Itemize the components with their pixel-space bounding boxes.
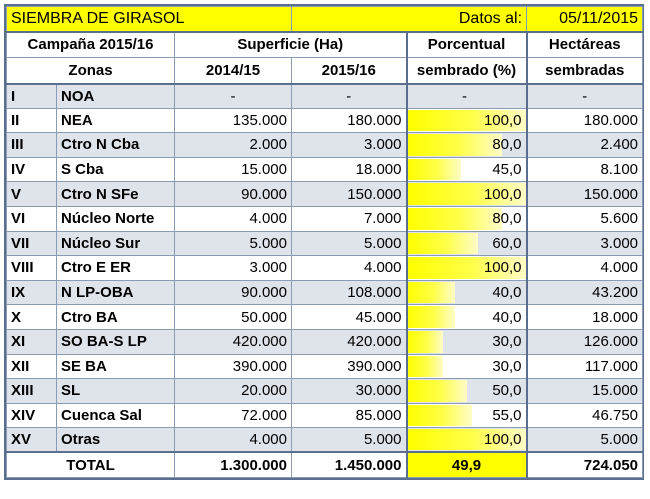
table-row — [7, 280, 643, 305]
surface-2015: 85.000 — [292, 403, 407, 428]
zones-header: Zonas — [7, 58, 175, 84]
surface-2015: 390.000 — [292, 354, 407, 379]
pct-value: 100,0 — [483, 185, 522, 203]
surface-2015: 5.000 — [292, 231, 407, 256]
pct-sown — [407, 428, 527, 453]
pct-sown — [407, 157, 527, 182]
table-row — [7, 157, 643, 182]
table-row — [7, 206, 643, 231]
pct-value: 40,0 — [492, 308, 522, 326]
zone-number: XIII — [7, 379, 57, 404]
date-label: Datos al: — [292, 7, 527, 32]
zone-number: IV — [7, 157, 57, 182]
pct-bar — [408, 356, 443, 378]
pct-bar — [408, 306, 455, 328]
ha-header-line2: sembradas — [527, 58, 643, 84]
table-row — [7, 305, 643, 330]
zone-name: Otras — [57, 428, 175, 453]
table-row — [7, 231, 643, 256]
pct-value: 30,0 — [492, 357, 522, 375]
surface-2014: 90.000 — [175, 182, 292, 207]
hectares-sown: 117.000 — [527, 354, 643, 379]
surface-2015: 420.000 — [292, 329, 407, 354]
zone-name: N LP-OBA — [57, 280, 175, 305]
table-row — [7, 403, 643, 428]
hectares-sown: 4.000 — [527, 256, 643, 281]
pct-value: 100,0 — [483, 111, 522, 129]
surface-2014: 5.000 — [175, 231, 292, 256]
pct-sown — [407, 403, 527, 428]
table-row — [7, 379, 643, 404]
zone-name: SO BA-S LP — [57, 329, 175, 354]
table-row — [7, 329, 643, 354]
zone-name: S Cba — [57, 157, 175, 182]
pct-value: 40,0 — [492, 284, 522, 302]
hectares-sown: 46.750 — [527, 403, 643, 428]
pct-bar — [408, 208, 502, 230]
zone-name: NOA — [57, 84, 175, 109]
pct-sown — [407, 182, 527, 207]
hectares-sown: 3.000 — [527, 231, 643, 256]
surface-2015: 3.000 — [292, 133, 407, 158]
zone-number: VI — [7, 206, 57, 231]
table-row — [7, 182, 643, 207]
pct-header-line2: sembrado (%) — [407, 58, 527, 84]
zone-number: II — [7, 108, 57, 133]
table-row — [7, 108, 643, 133]
surface-2014: - — [175, 84, 292, 109]
table-row — [7, 84, 643, 109]
surface-2014: 4.000 — [175, 428, 292, 453]
surface-2014: 50.000 — [175, 305, 292, 330]
surface-2015: 180.000 — [292, 108, 407, 133]
hectares-sown: 2.400 — [527, 133, 643, 158]
hectares-sown: 150.000 — [527, 182, 643, 207]
zone-number: XI — [7, 329, 57, 354]
pct-bar — [408, 134, 502, 156]
ha-header-line1: Hectáreas — [527, 32, 643, 58]
zone-name: Núcleo Norte — [57, 206, 175, 231]
pct-value: 55,0 — [492, 407, 522, 425]
hectares-sown: 8.100 — [527, 157, 643, 182]
pct-sown — [407, 280, 527, 305]
zone-name: NEA — [57, 108, 175, 133]
zone-number: I — [7, 84, 57, 109]
pct-value: 30,0 — [492, 333, 522, 351]
surface-2014: 420.000 — [175, 329, 292, 354]
pct-bar — [408, 282, 455, 304]
surface-2015: 45.000 — [292, 305, 407, 330]
pct-sown — [407, 84, 527, 109]
surface-2015: 4.000 — [292, 256, 407, 281]
pct-sown — [407, 305, 527, 330]
total-label: TOTAL — [7, 452, 175, 477]
surface-2015: 7.000 — [292, 206, 407, 231]
pct-value: - — [462, 87, 467, 105]
table-row — [7, 354, 643, 379]
total-pct: 49,9 — [407, 452, 527, 477]
pct-bar — [408, 233, 479, 255]
pct-sown — [407, 108, 527, 133]
table-row — [7, 256, 643, 281]
surface-header: Superficie (Ha) — [175, 32, 407, 58]
surface-2015: - — [292, 84, 407, 109]
surface-2015: 5.000 — [292, 428, 407, 453]
sowing-table — [6, 6, 643, 478]
surface-2014: 390.000 — [175, 354, 292, 379]
zone-number: XV — [7, 428, 57, 453]
zone-name: Ctro BA — [57, 305, 175, 330]
zone-name: Núcleo Sur — [57, 231, 175, 256]
zone-number: XIV — [7, 403, 57, 428]
zone-name: SL — [57, 379, 175, 404]
hectares-sown: 180.000 — [527, 108, 643, 133]
zone-number: VIII — [7, 256, 57, 281]
zone-name: Ctro E ER — [57, 256, 175, 281]
pct-value: 80,0 — [492, 136, 522, 154]
year2-header: 2015/16 — [292, 58, 407, 84]
table-title: SIEMBRA DE GIRASOL — [7, 7, 292, 32]
total-surface-2015: 1.450.000 — [292, 452, 407, 477]
pct-header-line1: Porcentual — [407, 32, 527, 58]
zone-number: III — [7, 133, 57, 158]
surface-2014: 20.000 — [175, 379, 292, 404]
surface-2015: 150.000 — [292, 182, 407, 207]
surface-2014: 72.000 — [175, 403, 292, 428]
pct-value: 100,0 — [483, 431, 522, 449]
surface-2015: 30.000 — [292, 379, 407, 404]
total-surface-2014: 1.300.000 — [175, 452, 292, 477]
pct-value: 50,0 — [492, 382, 522, 400]
date-value: 05/11/2015 — [527, 7, 643, 32]
campaign-header: Campaña 2015/16 — [7, 32, 175, 58]
pct-bar — [408, 405, 473, 427]
pct-sown — [407, 379, 527, 404]
hectares-sown: - — [527, 84, 643, 109]
surface-2014: 135.000 — [175, 108, 292, 133]
header-row-2 — [7, 58, 643, 84]
surface-2014: 15.000 — [175, 157, 292, 182]
pct-bar — [408, 159, 461, 181]
surface-2015: 18.000 — [292, 157, 407, 182]
pct-value: 45,0 — [492, 161, 522, 179]
zone-name: Ctro N Cba — [57, 133, 175, 158]
pct-sown — [407, 329, 527, 354]
surface-2014: 3.000 — [175, 256, 292, 281]
pct-sown — [407, 354, 527, 379]
title-row — [7, 7, 643, 32]
zone-number: V — [7, 182, 57, 207]
pct-bar — [408, 380, 467, 402]
zone-name: Cuenca Sal — [57, 403, 175, 428]
header-row-1 — [7, 32, 643, 58]
hectares-sown: 126.000 — [527, 329, 643, 354]
zone-number: X — [7, 305, 57, 330]
pct-value: 60,0 — [492, 234, 522, 252]
surface-2014: 4.000 — [175, 206, 292, 231]
year1-header: 2014/15 — [175, 58, 292, 84]
surface-2015: 108.000 — [292, 280, 407, 305]
pct-bar — [408, 331, 443, 353]
zone-number: VII — [7, 231, 57, 256]
zone-number: XII — [7, 354, 57, 379]
zone-name: Ctro N SFe — [57, 182, 175, 207]
zone-number: IX — [7, 280, 57, 305]
table-row — [7, 133, 643, 158]
hectares-sown: 5.600 — [527, 206, 643, 231]
hectares-sown: 43.200 — [527, 280, 643, 305]
pct-value: 80,0 — [492, 210, 522, 228]
pct-sown — [407, 206, 527, 231]
girasol-table-frame — [4, 4, 644, 480]
table-row — [7, 428, 643, 453]
total-row — [7, 452, 643, 477]
pct-sown — [407, 256, 527, 281]
pct-value: 100,0 — [483, 259, 522, 277]
pct-sown — [407, 231, 527, 256]
surface-2014: 90.000 — [175, 280, 292, 305]
surface-2014: 2.000 — [175, 133, 292, 158]
zone-name: SE BA — [57, 354, 175, 379]
total-hectares: 724.050 — [527, 452, 643, 477]
pct-sown — [407, 133, 527, 158]
hectares-sown: 15.000 — [527, 379, 643, 404]
hectares-sown: 18.000 — [527, 305, 643, 330]
hectares-sown: 5.000 — [527, 428, 643, 453]
